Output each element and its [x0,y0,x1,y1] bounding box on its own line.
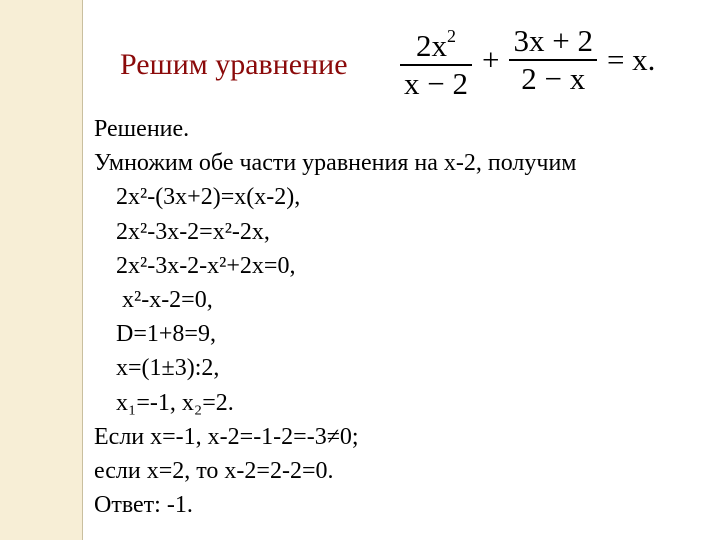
solution-line: 2х²-3х-2=х²-2х, [116,218,270,245]
fraction-1-numerator [412,18,460,64]
fraction-2 [509,23,596,97]
equation-formula [396,18,661,102]
answer-line: Ответ: -1. [94,492,193,519]
fraction-1 [400,18,472,102]
slide-title: Решим уравнение [120,48,348,81]
solution-line: 2х²-3х-2-х²+2х=0, [116,252,296,279]
solution-line: Если х=-1, х-2=-1-2=-3≠0; [94,423,359,450]
equation-rhs: = x. [606,42,656,77]
solution-line: х=(1±3):2, [116,355,220,382]
solution-line: Умножим обе части уравнения на х-2, получим [94,150,577,177]
solution-heading: Решение. [94,116,190,142]
solution-line: х₁=-1, х₂=2. [116,389,234,416]
fraction-1-denominator: x − 2 [404,66,468,101]
fraction-1-numerator-base: 2x [415,28,447,63]
solution-line: D=1+8=9, [116,321,216,348]
left-divider-line [82,0,83,540]
plus-sign: + [481,42,500,77]
solution-line: 2х²-(3х+2)=х(х-2), [116,184,301,211]
fraction-2-numerator: 3x + 2 [513,23,593,58]
solution-text [94,112,704,522]
solution-line: если х=2, то х-2=2-2=0. [94,457,334,484]
fraction-1-numerator-exponent: 2 [446,26,456,46]
solution-line: х²-х-2=0, [122,286,213,313]
left-decorative-band [0,0,82,540]
fraction-2-denominator: 2 − x [521,61,586,96]
